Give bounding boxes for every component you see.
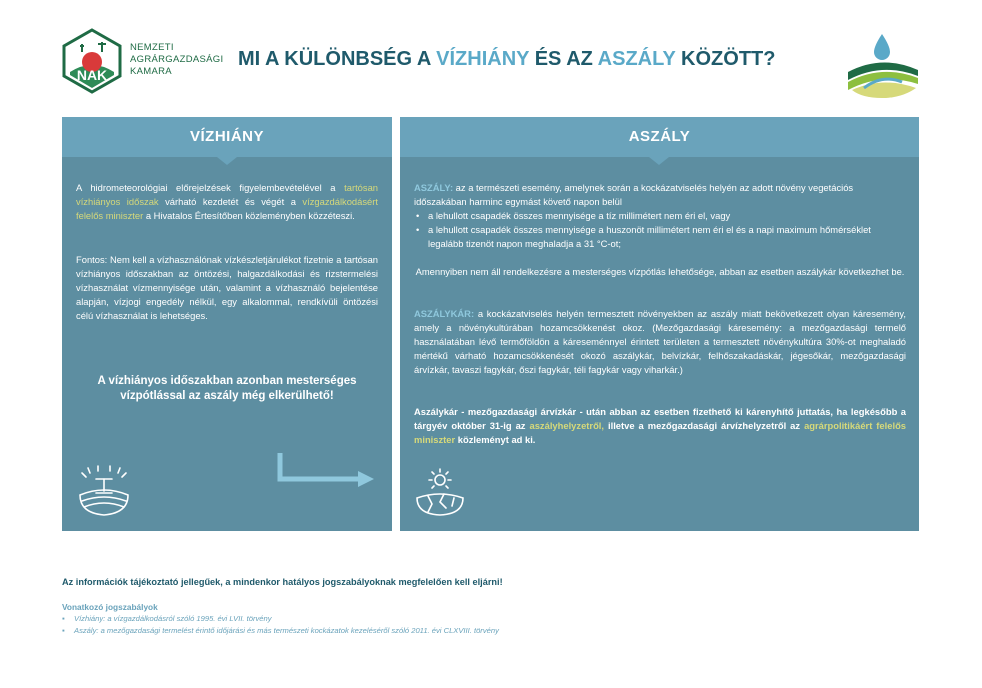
compensation-text-a: Aszálykár - mezőgazdasági árvízkár - után abban az esetben fizethető ki kárenyhítő juttatás, ha legkésőbb a tárgyév október 31-ig az	[414, 406, 906, 431]
compensation-text-b: illetve a mezőgazdasági árvízhelyzetről az	[604, 420, 805, 431]
water-drop-field-icon	[842, 30, 922, 100]
title-highlight-vizhiany: VÍZHIÁNY	[436, 48, 530, 70]
logo-line-2: AGRÁRGAZDASÁGI	[130, 54, 224, 65]
aszaly-criteria-list	[414, 209, 906, 251]
title-part-1: MI A KÜLÖNBSÉG A	[238, 48, 437, 70]
logo-badge-text: NAK	[76, 67, 108, 83]
compensation-paragraph	[414, 405, 906, 447]
title-part-2: ÉS AZ	[529, 48, 598, 70]
compensation-highlight-1: aszályhelyzetről,	[529, 420, 604, 431]
compensation-text-c: közleményt ad ki.	[455, 434, 536, 445]
nak-logo-icon	[60, 28, 124, 94]
vizhiany-p1-highlight-2: vízgazdálkodásért felelős miniszter	[76, 196, 378, 221]
vizhiany-header: VÍZHIÁNY	[62, 117, 392, 157]
list-item: ▪ Vízhiány: a vízgazdálkodásról szóló 1995. évi LVII. törvény	[62, 613, 499, 625]
vizhiany-p1-text-a: A hidrometeorológiai előrejelzések figyelembevételével a	[76, 182, 345, 193]
vizhiany-p1-highlight-1: tartósan vízhiányos időszak	[76, 182, 378, 207]
aszaly-header: ASZÁLY	[400, 117, 919, 157]
aszalykar-definition	[414, 307, 906, 377]
sun-dry-field-icon	[414, 468, 466, 516]
aszaly-definition-label: ASZÁLY:	[414, 182, 454, 193]
sprinkler-field-icon	[76, 465, 132, 517]
aszaly-header-notch	[649, 157, 669, 165]
compensation-highlight-2: agrárpolitikáért felelős miniszter	[414, 420, 907, 445]
title-part-3: KÖZÖTT?	[675, 48, 776, 70]
vizhiany-header-notch	[217, 157, 237, 165]
vizhiany-emphasis: A vízhiányos időszakban azonban mesterséges vízpótlással az aszály még elkerülhető!	[97, 375, 357, 402]
vizhiany-p1-text-b: várható kezdetét és végét a	[158, 196, 303, 207]
vizhiany-p1-text-c: a Hivatalos Értesítőben közleményben közzéteszi.	[143, 210, 355, 221]
disclaimer: Az információk tájékoztató jellegűek, a mindenkor hatályos jogszabályoknak megfelelően kell eljárni!	[62, 577, 503, 587]
list-item: ▪ Aszály: a mezőgazdasági termelést érintő időjárási és más természeti kockázatok kezeléséről szóló 2011. évi CLXVIII. törvény	[62, 625, 499, 637]
list-item: • a lehullott csapadék összes mennyisége a tíz millimétert nem éri el, vagy	[414, 209, 906, 223]
aszaly-definition-text: az a természeti esemény, amelynek során a kockázatviselés helyén az adott növény vegetációs időszakában harminc egymást követő napon belül	[414, 182, 854, 207]
references-list	[62, 613, 499, 637]
aszaly-note: Amennyiben nem áll rendelkezésre a mesterséges vízpótlás lehetősége, abban az esetben aszálykár következhet be.	[415, 266, 905, 277]
list-item: • a lehullott csapadék összes mennyisége a huszonöt millimétert nem éri el és a napi maximum hőmérséklet legalább tizenöt napon meghaladja a 31 °C-ot;	[414, 223, 906, 251]
title-highlight-aszaly: ASZÁLY	[597, 48, 676, 70]
page-title	[238, 48, 775, 71]
vizhiany-paragraph-2: Fontos: Nem kell a vízhasználónak vízkészletjárulékot fizetnie a tartósan vízhiányos időszakban az öntözési, halgazdálkodási és rizstermelési vízhasználat vízmennyisége után, valamint a vízhasználó bejelentése alapján, vízjogi engedély nélkül, egy alkalommal, rendkívüli öntözési célú vízhasználat is lehetséges.	[76, 254, 378, 321]
nak-logo	[60, 28, 224, 94]
logo-line-1: NEMZETI	[130, 42, 174, 53]
arrow-right-icon	[276, 451, 376, 487]
references-title: Vonatkozó jogszabályok	[62, 602, 158, 612]
aszalykar-text: a kockázatviselés helyén termesztett növényekben az aszály miatt bekövetkezett olyan káresemény, amely a növénykultúrában hozamcsökkenést okoz. (Mezőgazdasági káresemény: a mezőgazdasági termelő használatában lévő termőföldön a káreseménnyel érintett területen a termesztett növénykultúra 30%-ot meghaladó mértékű várható hozamcsökkenését okozó aszálykár, belvízkár, felhőszakadáskár, jégesőkár, mezőgazdasági árvízkár, tavaszi fagykár, őszi fagykár, téli fagykár vagy viharkár.)	[414, 308, 906, 375]
logo-text	[130, 42, 223, 78]
vizhiany-paragraph-1	[76, 181, 378, 223]
logo-line-3: KAMARA	[130, 66, 172, 77]
aszaly-definition	[414, 181, 906, 209]
aszalykar-label: ASZÁLYKÁR:	[414, 308, 475, 319]
